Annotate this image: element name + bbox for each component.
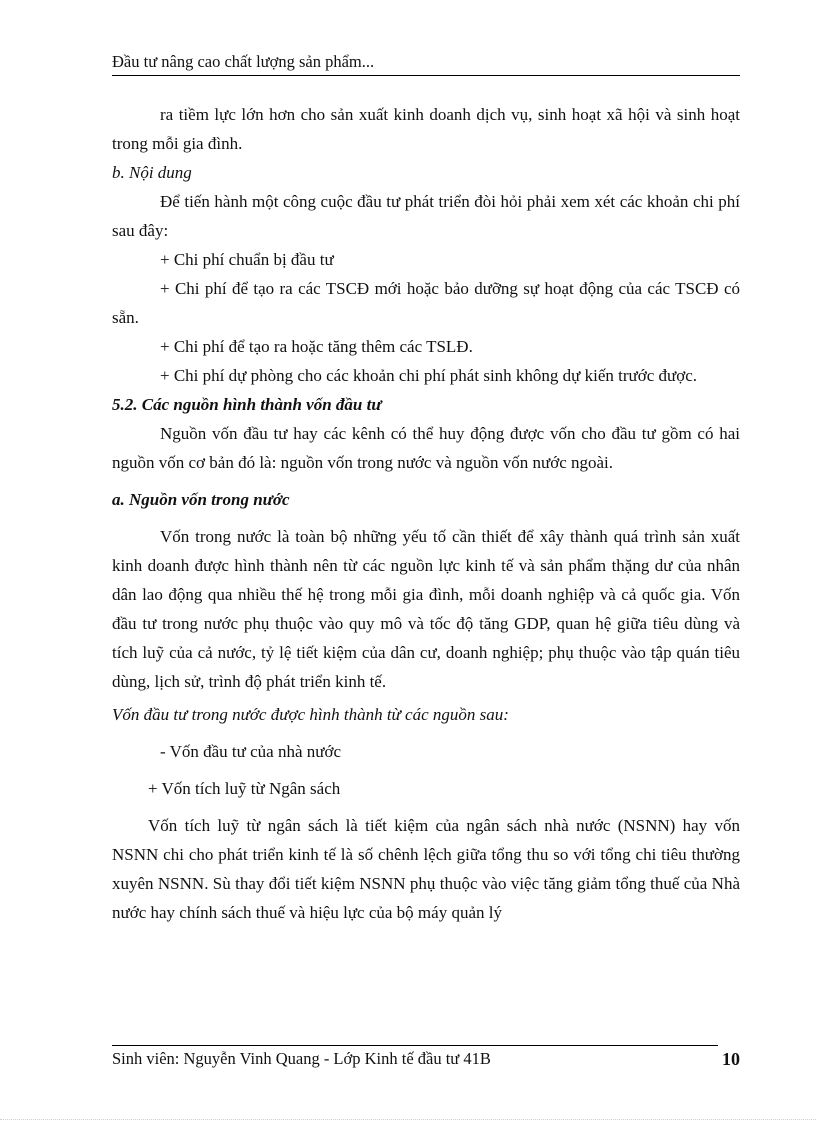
document-body xyxy=(112,100,740,927)
section-heading-a: a. Nguồn vốn trong nước xyxy=(112,490,290,509)
paragraph-capital-sources: Nguồn vốn đầu tư hay các kênh có thể huy động được vốn cho đầu tư gồm có hai nguồn vốn cơ bản đó là: nguồn vốn trong nước và nguồn vốn nước ngoài. xyxy=(112,424,740,472)
list-item: + Chi phí chuẩn bị đầu tư xyxy=(160,250,334,269)
section-heading-5-2: 5.2. Các nguồn hình thành vốn đầu tư xyxy=(112,395,382,414)
paragraph-continuation: ra tiềm lực lớn hơn cho sản xuất kinh doanh dịch vụ, sinh hoạt xã hội và sinh hoạt trong mỗi gia đình. xyxy=(112,105,740,153)
list-item: - Vốn đầu tư của nhà nước xyxy=(160,742,341,761)
paragraph-domestic-sources: Vốn đầu tư trong nước được hình thành từ các nguồn sau: xyxy=(112,705,509,724)
section-heading-b: b. Nội dung xyxy=(112,163,192,182)
footer-student-info: Sinh viên: Nguyễn Vinh Quang - Lớp Kinh tế đầu tư 41B xyxy=(112,1049,491,1068)
page-edge xyxy=(0,1119,816,1120)
page-footer xyxy=(112,1049,740,1069)
list-item: + Chi phí để tạo ra hoặc tăng thêm các TSLĐ. xyxy=(160,337,473,356)
page-number: 10 xyxy=(722,1049,740,1069)
list-item: + Chi phí để tạo ra các TSCĐ mới hoặc bảo dưỡng sự hoạt động của các TSCĐ có sẵn. xyxy=(112,279,740,327)
footer-divider xyxy=(112,1045,718,1046)
paragraph-domestic-capital: Vốn trong nước là toàn bộ những yếu tố cần thiết để xây thành quá trình sản xuất kinh doanh được hình thành nên từ các nguồn lực kinh tế và sản phẩm thặng dư của nhân dân lao động qua nhiều thế hệ trong mỗi gia đình, mỗi doanh nghiệp và cả quốc gia. Vốn đầu tư trong nước phụ thuộc vào quy mô và tốc độ tăng GDP, quan hệ giữa tiêu dùng và tích luỹ của cả nước, tỷ lệ tiết kiệm của dân cư, doanh nghiệp; phụ thuộc vào tập quán tiêu dùng, lịch sử, trình độ phát triển kinh tế. xyxy=(112,527,740,691)
list-item: + Vốn tích luỹ từ Ngân sách xyxy=(148,779,341,798)
paragraph-budget-accumulation: Vốn tích luỹ từ ngân sách là tiết kiệm của ngân sách nhà nước (NSNN) hay vốn NSNN chi cho phát triển kinh tế là số chênh lệch giữa tổng thu so với tổng chi tiêu thường xuyên NSNN. Sù thay đổi tiết kiệm NSNN phụ thuộc vào việc tăng giảm tổng thuế của Nhà nước hay chính sách thuế và hiệu lực của bộ máy quản lý xyxy=(112,816,740,922)
list-item: + Chi phí dự phòng cho các khoản chi phí phát sinh không dự kiến trước được. xyxy=(160,366,698,385)
paragraph-content-intro: Để tiến hành một công cuộc đầu tư phát triển đòi hỏi phải xem xét các khoản chi phí sau đây: xyxy=(112,192,740,240)
running-header: Đầu tư nâng cao chất lượng sản phẩm... xyxy=(112,52,375,71)
header-divider xyxy=(112,75,740,76)
